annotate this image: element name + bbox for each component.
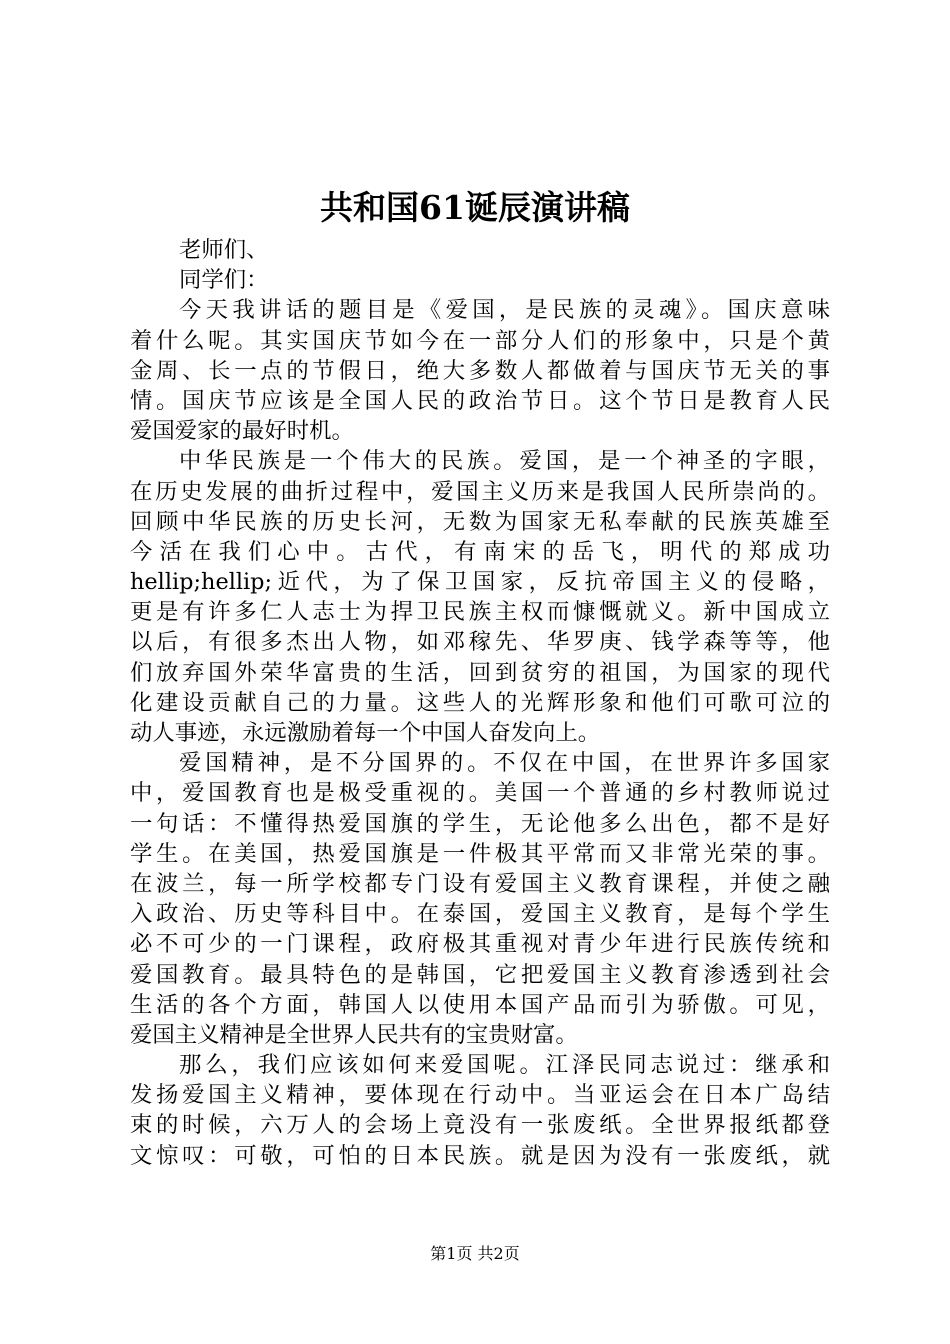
paragraph-line: 束的时候，六万人的会场上竟没有一张废纸。全世界报纸都登 [130,1112,830,1139]
document-title: 共和国61诞辰演讲稿 [320,188,630,227]
paragraph-line: 中华民族是一个伟大的民族。爱国，是一个神圣的字眼， [179,448,830,475]
paragraph-line: 金周、长一点的节假日，绝大多数人都做着与国庆节无关的事 [130,357,830,384]
paragraph-line: 爱国爱家的最好时机。 [130,418,354,445]
document-body [130,235,830,1171]
paragraph-line: 爱国精神，是不分国界的。不仅在中国，在世界许多国家 [179,750,830,777]
paragraph-line: 那么，我们应该如何来爱国呢。江泽民同志说过：继承和 [179,1052,830,1079]
paragraph-line: 爱国主义精神是全世界人民共有的宝贵财富。 [130,1021,578,1048]
paragraph-line: 今天我讲话的题目是《爱国，是民族的灵魂》。国庆意味 [179,297,830,324]
paragraph-line: 回顾中华民族的历史长河，无数为国家无私奉献的民族英雄至 [130,508,830,535]
paragraph-line: 入政治、历史等科目中。在泰国，爱国主义教育，是每个学生 [130,901,830,928]
paragraph-line: 以后，有很多杰出人物，如邓稼先、华罗庚、钱学森等等，他 [130,629,830,656]
paragraph-line: 发扬爱国主义精神，要体现在行动中。当亚运会在日本广岛结 [130,1082,830,1109]
paragraph-line: 们放弃国外荣华富贵的生活，回到贫穷的祖国，为国家的现代 [130,659,830,686]
salutation-line: 老师们、 [179,237,269,263]
paragraph-line: 中，爱国教育也是极受重视的。美国一个普通的乡村教师说过 [130,780,830,807]
paragraph-line: 在波兰，每一所学校都专门设有爱国主义教育课程，并使之融 [130,870,830,897]
paragraph-line: 动人事迹，永远激励着每一个中国人奋发向上。 [130,720,601,746]
paragraph-line: 文惊叹：可敬，可怕的日本民族。就是因为没有一张废纸，就 [130,1142,830,1169]
paragraph-line: 学生。在美国，热爱国旗是一件极其平常而又非常光荣的事。 [130,840,830,867]
paragraph-line: 化建设贡献自己的力量。这些人的光辉形象和他们可歌可泣的 [130,689,830,716]
paragraph-line: 在历史发展的曲折过程中，爱国主义历来是我国人民所崇尚的。 [130,478,830,505]
paragraph-line: 爱国教育。最具特色的是韩国，它把爱国主义教育渗透到社会 [130,961,830,988]
paragraph-line: 着什么呢。其实国庆节如今在一部分人们的形象中，只是个黄 [130,327,830,354]
page-footer: 第1页 共2页 [430,1244,520,1263]
paragraph-line: 一句话：不懂得热爱国旗的学生，无论他多么出色，都不是好 [130,810,830,837]
paragraph-line: 生活的各个方面，韩国人以使用本国产品而引为骄傲。可见， [130,991,830,1018]
paragraph-line: hellip;hellip;近代，为了保卫国家，反抗帝国主义的侵略， [130,569,830,596]
paragraph-line: 情。国庆节应该是全国人民的政治节日。这个节日是教育人民 [130,387,830,414]
paragraph-line: 必不可少的一门课程，政府极其重视对青少年进行民族传统和 [130,931,830,958]
paragraph-line: 更是有许多仁人志士为捍卫民族主权而慷慨就义。新中国成立 [130,599,830,626]
salutation-line: 同学们： [179,267,269,294]
paragraph-line: 今活在我们心中。古代，有南宋的岳飞，明代的郑成功 [130,538,830,565]
